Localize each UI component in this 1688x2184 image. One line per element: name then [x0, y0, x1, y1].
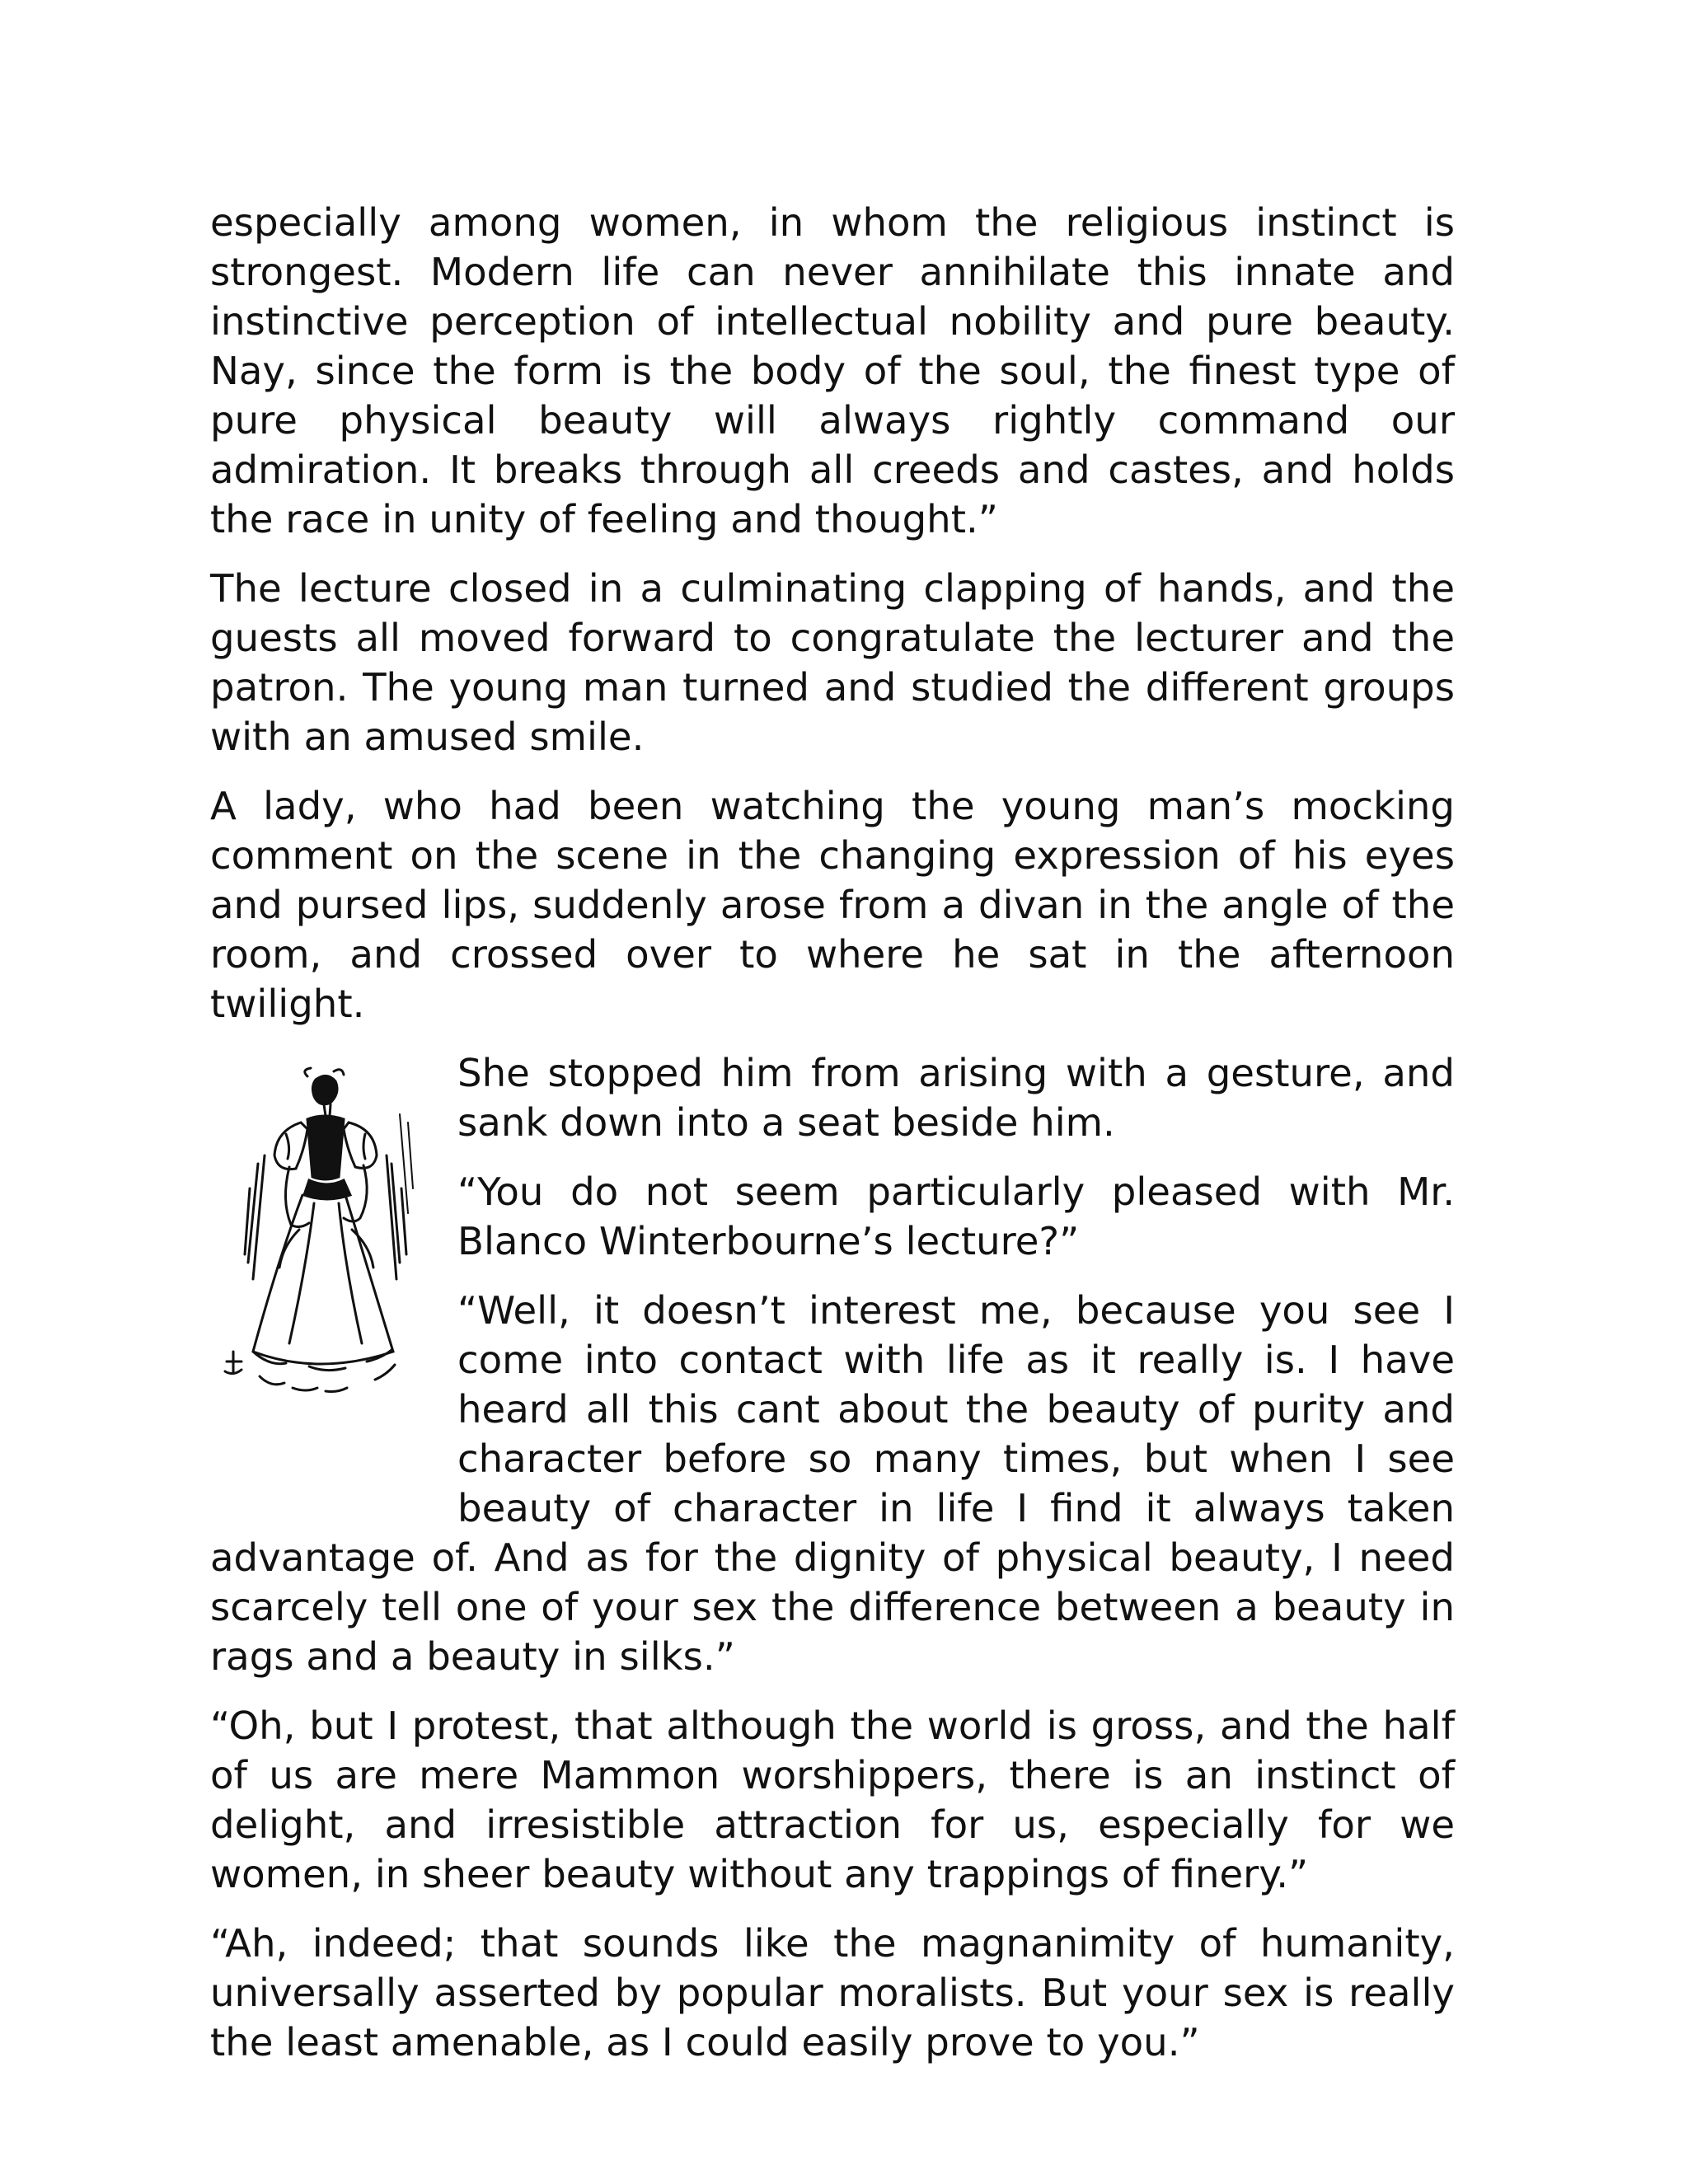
paragraph-2: The lecture closed in a culminating clapping of hands, and the guests all moved forward to congratulate the lecturer and the patron. The young man turned and studied the different groups with an amused smile. [210, 566, 1455, 759]
page-text-column [210, 198, 1455, 2087]
woman-figure-icon [210, 1065, 433, 1419]
woman-sketch-illustration [210, 1048, 457, 1493]
paragraph-4: She stopped him from arising with a gesture, and sank down into a seat beside him. [457, 1051, 1455, 1145]
paragraph-6: “Well, it doesn’t interest me, because you see I come into contact with life as it really is. I have heard all this cant about the beauty of purity and character before so many times, but when I see beauty of character in life I find it always taken advantage of. And as for the dignity of physical beauty, I need scarcely tell one of your sex the difference between a beauty in rags and a beauty in silks.” [210, 1288, 1455, 1679]
paragraph-7: “Oh, but I protest, that although the world is gross, and the half of us are mere Mammon worshippers, there is an instinct of delight, and irresistible attraction for us, especially for we women, in sheer beauty without any trappings of finery.” [210, 1704, 1455, 1896]
paragraph-3: A lady, who had been watching the young man’s mocking comment on the scene in the changing expression of his eyes and pursed lips, suddenly arose from a divan in the angle of the room, and crossed over to where he sat in the afternoon twilight. [210, 784, 1455, 1026]
paragraph-5: “You do not seem particularly pleased with Mr. Blanco Winterbourne’s lecture?” [457, 1169, 1455, 1263]
paragraph-1: especially among women, in whom the religious instinct is strongest. Modern life can never annihilate this innate and instinctive perception of intellectual nobility and pure beauty. Nay, since the form is the body of the soul, the finest type of pure physical beauty will always rightly command our admiration. It breaks through all creeds and castes, and holds the race in unity of feeling and thought.” [210, 200, 1455, 541]
paragraph-8: “Ah, indeed; that sounds like the magnanimity of humanity, universally asserted by popular moralists. But your sex is really the least amenable, as I could easily prove to you.” [210, 1921, 1455, 2064]
